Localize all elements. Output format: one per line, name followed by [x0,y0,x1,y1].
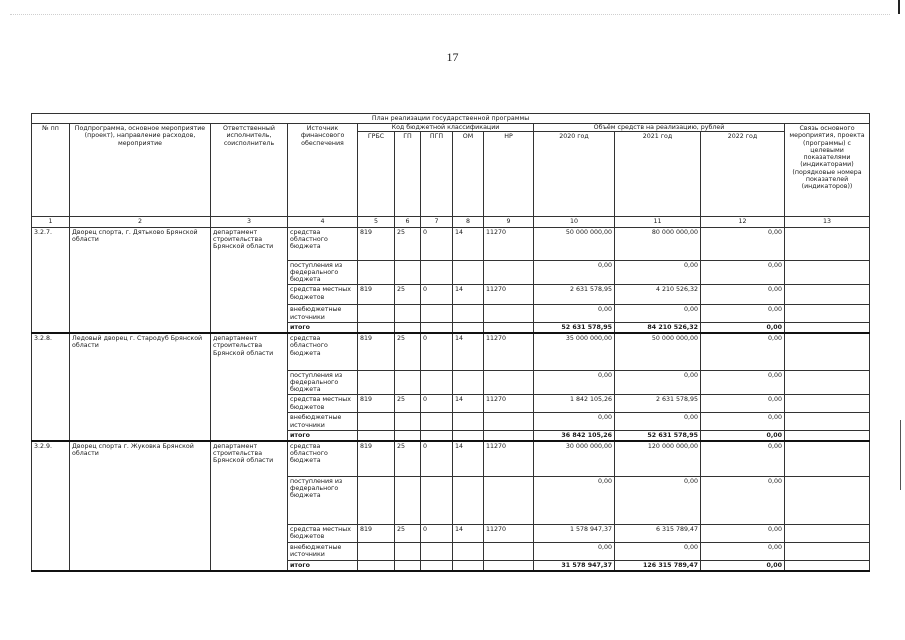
indicator-link-cell [785,285,870,305]
amount-y2020: 30 000 000,00 [534,441,615,476]
funding-source: внебюджетные источники [288,542,358,560]
amount-y2021: 120 000 000,00 [615,441,701,476]
amount-y2021: 50 000 000,00 [615,333,701,370]
funding-source: средства областного бюджета [288,441,358,476]
indicator-link-cell [785,395,870,413]
amount-y2020: 0,00 [534,542,615,560]
event-name: Дворец спорта, г. Дятьково Брянской области [70,227,211,333]
funding-source: итого [288,322,358,333]
header-name: Подпрограмма, основное мероприятие (проект), направление расходов, мероприятие [70,124,211,217]
indicator-link-cell [785,370,870,395]
funding-source: средства местных бюджетов [288,524,358,542]
amount-y2022: 0,00 [701,441,785,476]
header-gp: ГП [395,132,421,217]
code-grbs: 819 [358,227,395,260]
header-executor: Ответственный исполнитель, соисполнитель [211,124,288,217]
code-om: 14 [453,441,484,476]
code-om: 14 [453,395,484,413]
event-name: Ледовый дворец г. Стародуб Брянской области [70,333,211,441]
funding-source: поступления из федерального бюджета [288,476,358,524]
amount-y2020: 52 631 578,95 [534,322,615,333]
code-gp [395,260,421,285]
amount-y2020: 0,00 [534,305,615,322]
header-volume-group: Объём средств на реализацию, рублей [534,124,785,132]
indicator-link-cell [785,542,870,560]
column-number-cell: 9 [484,217,534,227]
amount-y2022: 0,00 [701,542,785,560]
header-2022: 2022 год [701,132,785,217]
amount-y2020: 35 000 000,00 [534,333,615,370]
code-grbs [358,322,395,333]
code-nr [484,322,534,333]
code-gp [395,430,421,441]
code-grbs [358,542,395,560]
code-nr [484,413,534,430]
plan-table [31,113,870,572]
table-title: План реализации государственной программы [32,114,870,124]
code-grbs: 819 [358,285,395,305]
code-om [453,413,484,430]
column-number-cell: 4 [288,217,358,227]
amount-y2020: 0,00 [534,260,615,285]
column-number-cell: 1 [32,217,70,227]
code-pgp: 0 [421,333,453,370]
amount-y2022: 0,00 [701,305,785,322]
code-gp [395,476,421,524]
code-nr [484,260,534,285]
amount-y2021: 0,00 [615,476,701,524]
funding-source: итого [288,430,358,441]
funding-source: внебюджетные источники [288,413,358,430]
code-pgp [421,305,453,322]
indicator-link-cell [785,227,870,260]
code-om [453,560,484,571]
indicator-link-cell [785,430,870,441]
table-row [32,333,870,370]
funding-source: итого [288,560,358,571]
amount-y2020: 36 842 105,26 [534,430,615,441]
code-pgp [421,542,453,560]
indicator-link-cell [785,260,870,285]
column-number-cell: 5 [358,217,395,227]
code-pgp [421,260,453,285]
code-nr [484,560,534,571]
code-om [453,430,484,441]
code-om [453,260,484,285]
code-gp: 25 [395,285,421,305]
code-pgp: 0 [421,285,453,305]
indicator-link-cell [785,441,870,476]
code-om: 14 [453,333,484,370]
code-pgp [421,476,453,524]
amount-y2021: 4 210 526,32 [615,285,701,305]
amount-y2021: 52 631 578,95 [615,430,701,441]
scan-edge-mark-right [900,420,901,490]
code-om: 14 [453,285,484,305]
amount-y2020: 31 578 947,37 [534,560,615,571]
header-link: Связь основного мероприятия, проекта (программы) с целевыми показателями (индикаторами) (порядковые номера показателей (индикаторов)) [785,124,870,217]
amount-y2022: 0,00 [701,476,785,524]
funding-source: средства местных бюджетов [288,395,358,413]
amount-y2021: 2 631 578,95 [615,395,701,413]
funding-source: внебюджетные источники [288,305,358,322]
header-code-group: Код бюджетной классификации [358,124,534,132]
header-pgp: ПГП [421,132,453,217]
header-2020: 2020 год [534,132,615,217]
amount-y2022: 0,00 [701,285,785,305]
code-om [453,322,484,333]
column-number-cell: 6 [395,217,421,227]
code-grbs [358,305,395,322]
code-grbs [358,413,395,430]
amount-y2021: 0,00 [615,370,701,395]
code-pgp: 0 [421,524,453,542]
code-nr: 11270 [484,227,534,260]
funding-source: поступления из федерального бюджета [288,370,358,395]
amount-y2022: 0,00 [701,430,785,441]
code-gp [395,413,421,430]
amount-y2021: 0,00 [615,542,701,560]
header-row-1 [32,124,870,132]
code-grbs: 819 [358,395,395,413]
event-name: Дворец спорта г. Жуковка Брянской области [70,441,211,571]
row-number: 3.2.9. [32,441,70,571]
code-om [453,370,484,395]
amount-y2020: 0,00 [534,413,615,430]
amount-y2022: 0,00 [701,395,785,413]
responsible-executor: департамент строительства Брянской области [211,333,288,441]
amount-y2021: 0,00 [615,260,701,285]
amount-y2021: 84 210 526,32 [615,322,701,333]
code-pgp: 0 [421,227,453,260]
amount-y2022: 0,00 [701,524,785,542]
column-number-cell: 3 [211,217,288,227]
amount-y2022: 0,00 [701,333,785,370]
header-source: Источник финансового обеспечения [288,124,358,217]
code-gp [395,370,421,395]
amount-y2022: 0,00 [701,560,785,571]
amount-y2020: 50 000 000,00 [534,227,615,260]
table-row [32,441,870,476]
code-gp: 25 [395,524,421,542]
column-number-cell: 2 [70,217,211,227]
indicator-link-cell [785,413,870,430]
responsible-executor: департамент строительства Брянской области [211,441,288,571]
column-number-row [32,217,870,227]
code-grbs [358,370,395,395]
amount-y2020: 1 842 105,26 [534,395,615,413]
code-pgp [421,560,453,571]
header-grbs: ГРБС [358,132,395,217]
indicator-link-cell [785,560,870,571]
code-gp [395,560,421,571]
header-nr: НР [484,132,534,217]
code-nr [484,305,534,322]
code-nr [484,476,534,524]
indicator-link-cell [785,476,870,524]
amount-y2021: 0,00 [615,413,701,430]
header-num: № пп [32,124,70,217]
code-pgp: 0 [421,441,453,476]
code-grbs [358,476,395,524]
code-pgp [421,322,453,333]
code-gp [395,322,421,333]
scan-dots [10,14,890,17]
amount-y2021: 80 000 000,00 [615,227,701,260]
code-grbs: 819 [358,333,395,370]
amount-y2022: 0,00 [701,413,785,430]
amount-y2020: 2 631 578,95 [534,285,615,305]
code-gp: 25 [395,441,421,476]
column-number-cell: 12 [701,217,785,227]
code-pgp [421,370,453,395]
code-om: 14 [453,524,484,542]
code-nr: 11270 [484,395,534,413]
code-grbs [358,260,395,285]
table-title-row [32,114,870,124]
amount-y2020: 1 578 947,37 [534,524,615,542]
funding-source: поступления из федерального бюджета [288,260,358,285]
page-number: 17 [446,50,459,64]
funding-source: средства местных бюджетов [288,285,358,305]
amount-y2022: 0,00 [701,260,785,285]
funding-source: средства областного бюджета [288,333,358,370]
code-grbs [358,560,395,571]
amount-y2021: 6 315 789,47 [615,524,701,542]
code-nr [484,430,534,441]
indicator-link-cell [785,322,870,333]
code-gp: 25 [395,227,421,260]
code-om [453,476,484,524]
amount-y2021: 0,00 [615,305,701,322]
code-gp [395,542,421,560]
amount-y2020: 0,00 [534,476,615,524]
code-nr: 11270 [484,524,534,542]
column-number-cell: 7 [421,217,453,227]
header-om: ОМ [453,132,484,217]
code-pgp [421,430,453,441]
indicator-link-cell [785,524,870,542]
code-gp: 25 [395,395,421,413]
header-2021: 2021 год [615,132,701,217]
code-nr: 11270 [484,441,534,476]
code-nr [484,370,534,395]
code-grbs [358,430,395,441]
column-number-cell: 11 [615,217,701,227]
row-number: 3.2.8. [32,333,70,441]
amount-y2022: 0,00 [701,227,785,260]
column-number-cell: 10 [534,217,615,227]
indicator-link-cell [785,305,870,322]
scan-edge-mark-top [898,0,900,14]
row-number: 3.2.7. [32,227,70,333]
code-nr: 11270 [484,285,534,305]
code-grbs: 819 [358,524,395,542]
amount-y2022: 0,00 [701,370,785,395]
code-pgp [421,413,453,430]
column-number-cell: 8 [453,217,484,227]
amount-y2021: 126 315 789,47 [615,560,701,571]
amount-y2022: 0,00 [701,322,785,333]
table-row [32,227,870,260]
code-nr: 11270 [484,333,534,370]
responsible-executor: департамент строительства Брянской области [211,227,288,333]
code-nr [484,542,534,560]
indicator-link-cell [785,333,870,370]
amount-y2020: 0,00 [534,370,615,395]
code-gp: 25 [395,333,421,370]
funding-source: средства областного бюджета [288,227,358,260]
column-number-cell: 13 [785,217,870,227]
code-gp [395,305,421,322]
code-om [453,542,484,560]
code-om: 14 [453,227,484,260]
code-pgp: 0 [421,395,453,413]
code-om [453,305,484,322]
code-grbs: 819 [358,441,395,476]
